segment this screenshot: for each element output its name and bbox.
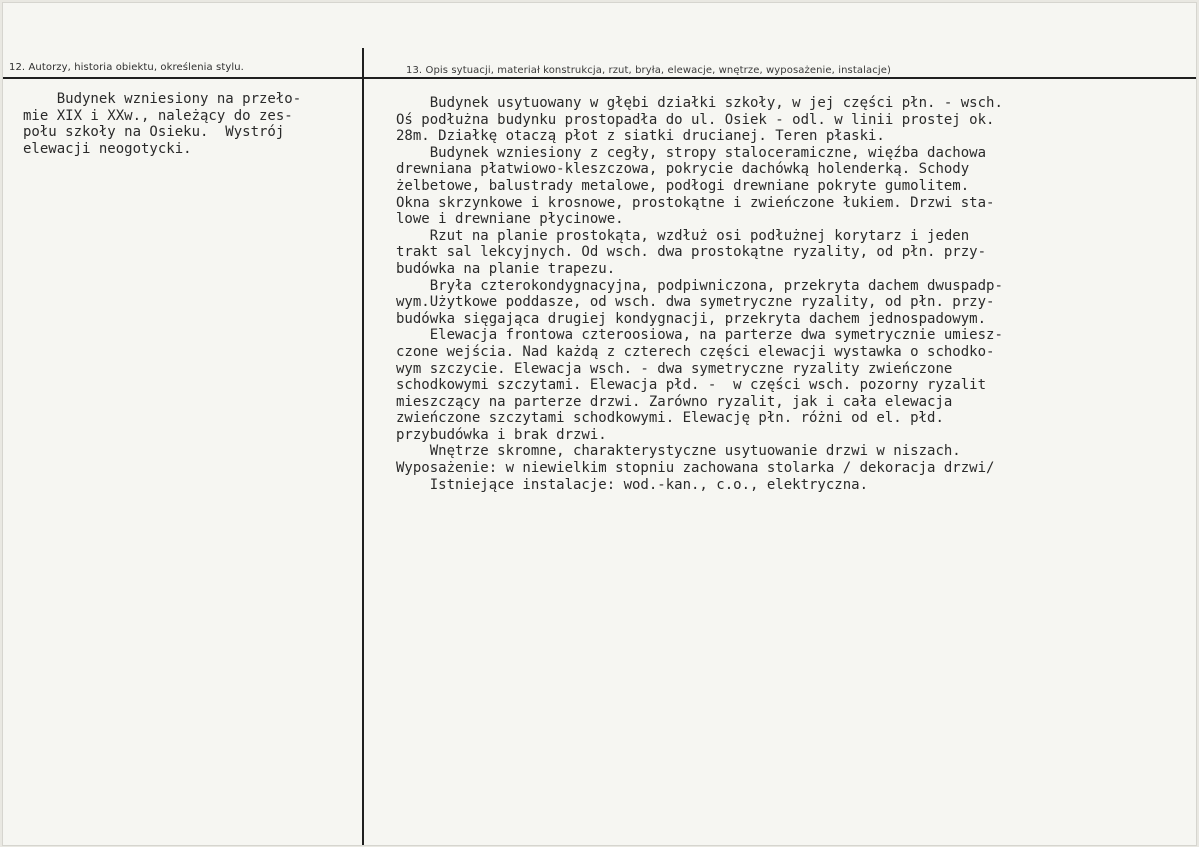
typed-line: żelbetowe, balustrady metalowe, podłogi drewniane pokryte gumolitem. (396, 177, 970, 194)
typed-line: budówka na planie trapezu. (396, 260, 616, 277)
typed-line: przybudówka i brak drzwi. (396, 426, 607, 443)
typed-line: mie XIX i XXw., należący do zes- (23, 107, 293, 124)
column-divider (362, 48, 364, 845)
typed-line: Istniejące instalacje: wod.-kan., c.o., elektryczna. (396, 476, 869, 493)
typed-line: Rzut na planie prostokąta, wzdłuż osi podłużnej korytarz i jeden (396, 227, 970, 244)
section-13-body (396, 95, 1003, 493)
section-13-heading: 13. Opis sytuacji, materiał konstrukcja, rzut, bryła, elewacje, wnętrze, wyposażenie, instalacje) (406, 65, 891, 76)
typed-line: Budynek usytuowany w głębi działki szkoły, w jej części płn. - wsch. (396, 95, 1003, 111)
typed-line: wym.Użytkowe poddasze, od wsch. dwa symetryczne ryzality, od płn. przy- (396, 294, 995, 311)
typed-line: elewacji neogotycki. (23, 140, 192, 157)
typed-line: zwieńczone szczytami schodkowymi. Elewację płn. różni od el. płd. (396, 410, 944, 427)
header-rule (3, 77, 1196, 79)
typed-line: Okna skrzynkowe i krosnowe, prostokątne i zwieńczone łukiem. Drzwi sta- (396, 194, 995, 211)
typed-line: Budynek wzniesiony z cegły, stropy staloceramiczne, więźba dachowa (396, 144, 987, 161)
typed-line: połu szkoły na Osieku. Wystrój (23, 124, 285, 141)
section-12-body (23, 91, 301, 157)
typed-line: Bryła czterokondygnacyjna, podpiwniczona, przekryta dachem dwuspadp- (396, 277, 1003, 294)
typed-line: budówka sięgająca drugiej kondygnacji, przekryta dachem jednospadowym. (396, 310, 987, 327)
section-12-heading: 12. Autorzy, historia obiektu, określenia stylu. (9, 62, 244, 73)
typed-line: Wnętrze skromne, charakterystyczne usytuowanie drzwi w niszach. (396, 443, 961, 460)
typed-line: mieszczący na parterze drzwi. Zarówno ryzalit, jak i cała elewacja (396, 393, 953, 410)
typed-line: czone wejścia. Nad każdą z czterech części elewacji wystawka o schodko- (396, 343, 995, 360)
typed-line: Elewacja frontowa czteroosiowa, na parterze dwa symetrycznie umiesz- (396, 327, 1003, 344)
typed-line: Wyposażenie: w niewielkim stopniu zachowana stolarka / dekoracja drzwi/ (396, 460, 995, 477)
typed-line: Oś podłużna budynku prostopadła do ul. Osiek - odl. w linii prostej ok. (396, 111, 995, 128)
typed-line: trakt sal lekcyjnych. Od wsch. dwa prostokątne ryzality, od płn. przy- (396, 244, 987, 261)
inventory-card (2, 2, 1197, 846)
typed-line: 28m. Działkę otaczą płot z siatki drucianej. Teren płaski. (396, 128, 885, 145)
typed-line: drewniana płatwiowo-kleszczowa, pokrycie dachówką holenderką. Schody (396, 161, 970, 178)
typed-line: wym szczycie. Elewacja wsch. - dwa symetryczne ryzality zwieńczone (396, 360, 953, 377)
typed-line: schodkowymi szczytami. Elewacja płd. - w części wsch. pozorny ryzalit (396, 377, 987, 394)
typed-line: Budynek wzniesiony na przeło- (23, 91, 302, 107)
typed-line: lowe i drewniane płycinowe. (396, 211, 624, 228)
